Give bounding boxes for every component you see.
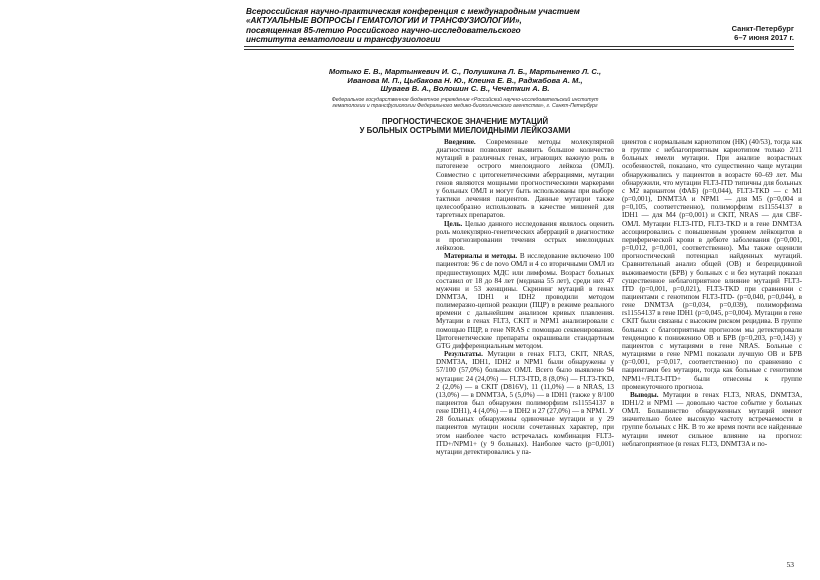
paragraph-results	[436, 350, 614, 456]
paragraph-text: Мутации в генах FLT3, CKIT, NRAS, DNMT3A, IDH1, IDH2 и NPM1 были обнаружены у 57/100 (57,0%) больных ОМЛ. Всего было выявлено 94 мутации: 24 (24,0%) — FLT3-ITD, 8 (8,0%) — FLT3-TKD, 2 (2,0%) — в CKIT (D816V), 11 (11,0%) — в NRAS, 13 (13,0%) — в DNMT3A, 5 (5,0%) — в IDH1 (также у 8/100 пациентов был обнаружен полиморфизм rs11554137 в гене IDH1), 4 (4,0%) — в IDH2 и 27 (27,0%) — в NPM1. У 28 больных обнаружены одиночные мутации и у 29 пациентов мутации носили сочетанных характер, при этом наиболее часто встречалась комбинация FLT3-ITD+/NPM1+ (у 9 больных). Наиболее часто (p=0,001) мутации детектировались у па-	[436, 350, 614, 456]
paragraph-text: Современные методы молекулярной диагностики позволяют выявить большое количество мутаций в различных генах, играющих важную роль в патогенезе острого миелоидного лейкоза (ОМЛ). Совместно с цитогенетическими аберрациями, мутации генов являются мощными прогностическими маркерами у больных ОМЛ и могут быть использованы при выборе тактики лечения пациентов. Данные мутации также целесообразно использовать в качестве мишеней для таргетных препаратов.	[436, 138, 614, 220]
section-lead: Выводы.	[630, 390, 659, 399]
title-line: У БОЛЬНЫХ ОСТРЫМИ МИЕЛОИДНЫМИ ЛЕЙКОЗАМИ	[359, 126, 571, 136]
body-column-left	[436, 138, 614, 456]
section-lead: Цель.	[444, 219, 463, 228]
paragraph-aim	[436, 220, 614, 253]
conference-line: «АКТУАЛЬНЫЕ ВОПРОСЫ ГЕМАТОЛОГИИ И ТРАНСФУЗИОЛОГИИ»,	[246, 16, 522, 26]
title-line: ПРОГНОСТИЧЕСКОЕ ЗНАЧЕНИЕ МУТАЦИЙ	[381, 117, 549, 126]
conference-header	[246, 7, 666, 44]
authors	[304, 68, 626, 94]
conference-line: Всероссийская научно-практическая конференция с международным участием	[246, 7, 580, 16]
section-lead: Материалы и методы.	[444, 252, 518, 261]
conference-line: посвященная 85-летию Российского научно-исследовательского	[246, 25, 521, 35]
authors-line: Мотыко Е. В., Мартынкевич И. С., Полушкина Л. Б., Мартыненко Л. С.,	[328, 67, 602, 76]
paragraph-introduction	[436, 138, 614, 220]
affiliation-line: гематологии и трансфузиологии Федерального медико-биологического агентства», г. Санкт-Петербург	[332, 103, 598, 110]
affiliation-line: Федеральное государственное бюджетное учреждение «Российский научно-исследовательский институт	[331, 97, 599, 103]
paragraph-text: Целью данного исследования являлось оценить роль молекулярно-генетических аберраций в диагностике и прогнозировании течения острых миелоидных лейкозов.	[436, 219, 614, 253]
authors-line: Иванова М. П., Цыбакова Н. Ю., Клеина Е. В., Раджабова А. М.,	[347, 75, 583, 85]
conference-line: института гематологии и трансфузиологии	[246, 34, 441, 44]
section-lead: Результаты.	[444, 350, 483, 359]
authors-line: Шуваев В. А., Волошин С. В., Чечеткин А. В.	[380, 84, 550, 94]
body-column-right	[622, 138, 802, 448]
article-title	[300, 117, 630, 135]
paragraph-text: В исследование включено 100 пациентов: 96 с de novo ОМЛ и 4 со вторичными ОМЛ из предшествующих МДС или лимфомы. Возраст больных составил от 18 до 84 лет (медиана 55 лет), среди них 47 мужчин и 53 женщины. Скрининг мутаций в генах DNMT3A, IDH1 и IDH2 проводили методом полимеразно-цепной реакции (ПЦР) в режиме реального времени с дальнейшим анализом кривых плавления. Мутации в генах FLT3, CKIT и NPM1 анализировали с помощью ПЦР, в гене NRAS с помощью секвенирования. Цитогенетические препараты окрашивали стандартным GTG дифференциальным методом.	[436, 252, 614, 350]
page-number: 53	[786, 560, 794, 569]
section-lead: Введение.	[444, 138, 476, 146]
paragraph-results-continued	[622, 138, 802, 391]
paragraph-conclusions	[622, 391, 802, 448]
header-rule-bottom	[244, 49, 794, 50]
affiliation	[304, 97, 626, 110]
date-label: 6–7 июня 2017 г.	[734, 32, 794, 42]
paragraph-methods	[436, 252, 614, 350]
paragraph-text: циентов с нормальным кариотипом (НК) (40/53), тогда как в группе с неблагоприятным кариотипом только 2/11 больных имели мутации. При анализе возрастных особенностей, показано, что существенно чаще мутации обнаруживались у пациентов в возрасте 60–69 лет. Мы обнаружили, что мутации FLT3-ITD типичны для больных с M2 вариантом (ФАБ) (p=0,044), FLT3-TKD — с M1 (p=0,001), DNMT3A и NPM1 — для M5 (p=0,004 и p=0,105, соответственно), полиморфизм rs11554137 в IDH1 — для M4 (p=0,001) и CKIT, NRAS — для CBF-ОМЛ. Мутации FLT3-ITD, FLT3-TKD и в гене DNMT3A ассоциировались с повышенным уровнем лейкоцитов в периферической крови в дебюте заболевания (p=0,001, p=0,012, p=0,001, соответственно). Мы также оценили прогностический потенциал найденных мутаций. Сравнительный анализ общей (ОВ) и безрецидивной выживаемости (БРВ) у больных с и без мутаций показал существенное неблагоприятное влияние мутаций FLT3-ITD (p=0,001, p=0,021), FLT3-TKD при сравнении с пациентами с генотипом FLT3-ITD- (p=0,040, p=0,044), в гене DNMT3A (p=0,034, p=0,039), полиморфизма rs11554137 в гене IDH1 (p=0,045, p=0,004). Мутации в гене CKIT были связаны с высоким риском рецидива. В группе больных с благоприятным прогнозом мы детектировали тенденцию к понижению ОВ и БРВ (p=0,203, p=0,143) у пациентов с мутациями в гене NRAS. Больные с мутациями в гене NPM1 показали лучшую ОВ и БРВ (p=0,001, p=0,017, соответственно) по сравнению с пациентами без мутации, тогда как больные с генотипом NPM1+/FLT3-ITD+ были отнесены к группе промежуточного прогноза.	[622, 138, 802, 391]
header-rule-top	[244, 46, 794, 47]
conference-location-date	[732, 25, 794, 42]
city-label: Санкт-Петербург	[731, 24, 794, 33]
paragraph-text: Мутации в генах FLT3, NRAS, DNMT3A, IDH1/2 и NPM1 — довольно частое событие у больных ОМЛ. Большинство обнаруженных мутаций имеют значительно более высокую частоту встречаемости в группе больных с НК. В то же время почти все найденные мутации имеют сильное влияние на прогноз: неблагоприятное (в генах FLT3, DNMT3A и по-	[622, 390, 802, 448]
